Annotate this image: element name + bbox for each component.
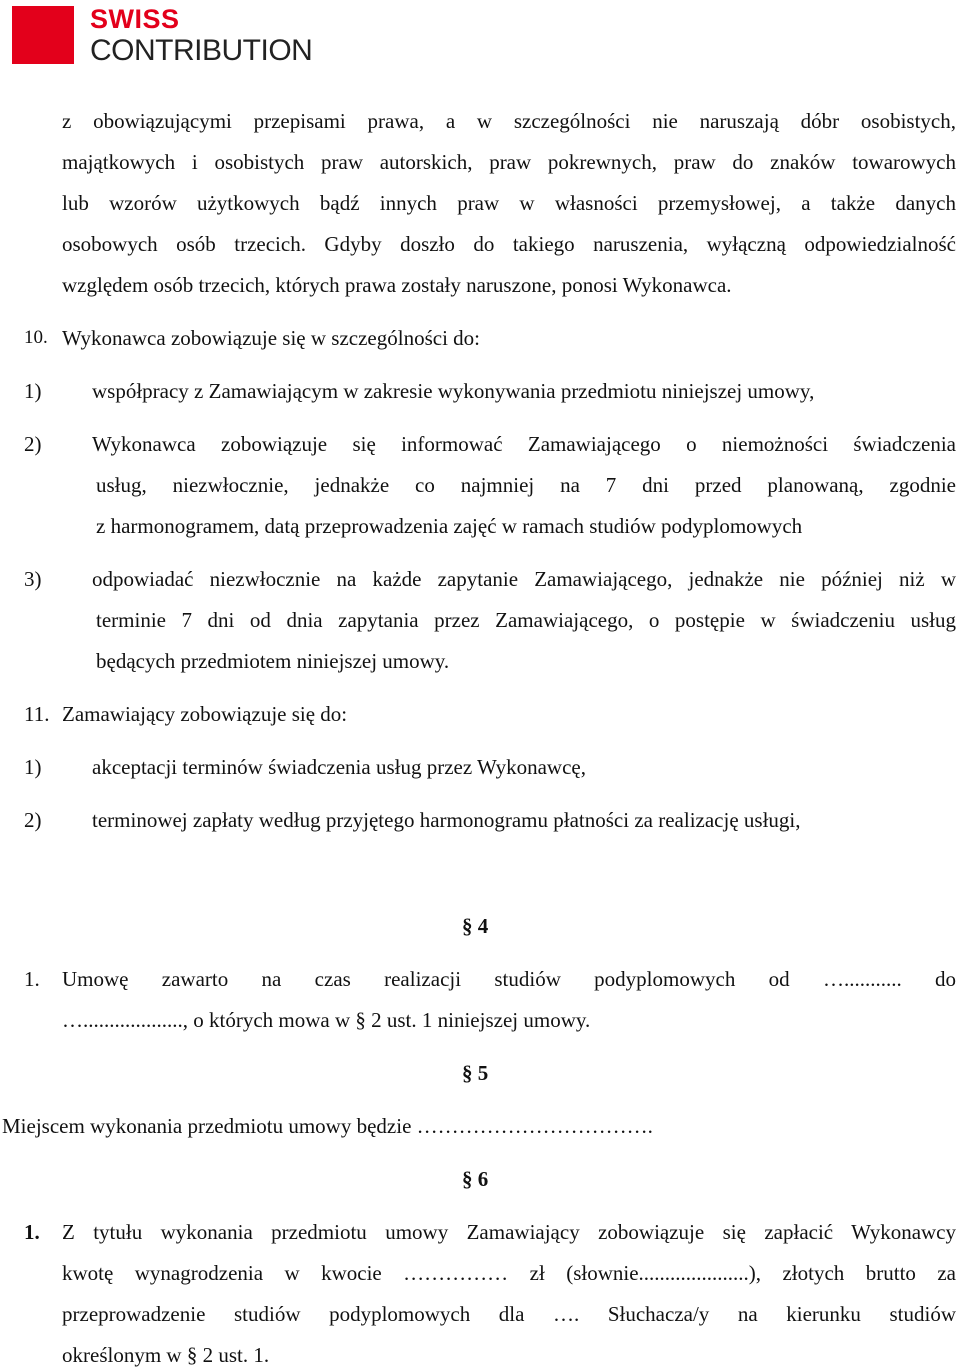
paragraph-line: określonym w § 2 ust. 1. bbox=[62, 1343, 270, 1367]
item-number: 11. bbox=[24, 702, 50, 726]
subitem-text: będących przedmiotem niniejszej umowy. bbox=[96, 649, 450, 673]
paragraph-line: kwotę wynagrodzenia w kwocie …………… zł (słownie.....................), złotych brutto za bbox=[62, 1261, 956, 1285]
paragraph-line: przeprowadzenie studiów podyplomowych dla …. Słuchacza/y na kierunku studiów bbox=[62, 1302, 956, 1326]
logo-text-top: SWISS bbox=[90, 4, 180, 34]
paragraph-line: osobowych osób trzecich. Gdyby doszło do takiego naruszenia, wyłączną odpowiedzialność bbox=[62, 232, 956, 256]
logo-text-bottom: CONTRIBUTION bbox=[90, 34, 313, 67]
item-text: Wykonawca zobowiązuje się w szczególności do: bbox=[62, 326, 481, 350]
subitem-number: 1) bbox=[24, 379, 42, 403]
section-heading: § 5 bbox=[462, 1061, 489, 1085]
subitem-text: usług, niezwłocznie, jednakże co najmniej na 7 dni przed planowaną, zgodnie bbox=[96, 473, 956, 497]
subitem-text: współpracy z Zamawiającym w zakresie wykonywania przedmiotu niniejszej umowy, bbox=[92, 379, 815, 403]
section-heading: § 6 bbox=[462, 1167, 489, 1191]
subitem-text: terminowej zapłaty według przyjętego harmonogramu płatności za realizację usługi, bbox=[92, 808, 801, 832]
paragraph-line: Z tytułu wykonania przedmiotu umowy Zamawiający zobowiązuje się zapłacić Wykonawcy bbox=[62, 1220, 956, 1244]
subitem-number: 3) bbox=[24, 567, 42, 591]
paragraph-line: z obowiązującymi przepisami prawa, a w szczególności nie naruszają dóbr osobistych, bbox=[62, 109, 956, 133]
paragraph-line: …..................., o których mowa w § 2 ust. 1 niniejszej umowy. bbox=[62, 1008, 591, 1032]
swiss-contribution-logo bbox=[12, 6, 332, 68]
item-number: 1. bbox=[24, 1220, 40, 1244]
paragraph-line: Umowę zawarto na czas realizacji studiów podyplomowych od …........... do bbox=[62, 967, 956, 991]
subitem-text: odpowiadać niezwłocznie na każde zapytanie Zamawiającego, jednakże nie później niż w bbox=[92, 567, 956, 591]
paragraph-line: względem osób trzecich, których prawa zostały naruszone, ponosi Wykonawca. bbox=[62, 273, 732, 297]
item-text: Zamawiający zobowiązuje się do: bbox=[62, 702, 348, 726]
subitem-text: Wykonawca zobowiązuje się informować Zamawiającego o niemożności świadczenia bbox=[92, 432, 956, 456]
logo-red-square bbox=[12, 6, 74, 64]
subitem-number: 2) bbox=[24, 808, 42, 832]
paragraph-line: Miejscem wykonania przedmiotu umowy będzie ……………………………. bbox=[2, 1114, 653, 1138]
paragraph-line: majątkowych i osobistych praw autorskich, praw pokrewnych, praw do znaków towarowych bbox=[62, 150, 956, 174]
subitem-number: 2) bbox=[24, 432, 42, 456]
item-number: 10. bbox=[24, 327, 48, 348]
section-heading: § 4 bbox=[462, 914, 489, 938]
subitem-number: 1) bbox=[24, 755, 42, 779]
paragraph-line: lub wzorów użytkowych bądź innych praw w własności przemysłowej, a także danych bbox=[62, 191, 956, 215]
item-number: 1. bbox=[24, 967, 40, 991]
subitem-text: z harmonogramem, datą przeprowadzenia zajęć w ramach studiów podyplomowych bbox=[96, 514, 803, 538]
subitem-text: terminie 7 dni od dnia zapytania przez Zamawiającego, o postępie w świadczeniu usług bbox=[96, 608, 956, 632]
subitem-text: akceptacji terminów świadczenia usług przez Wykonawcę, bbox=[92, 755, 586, 779]
